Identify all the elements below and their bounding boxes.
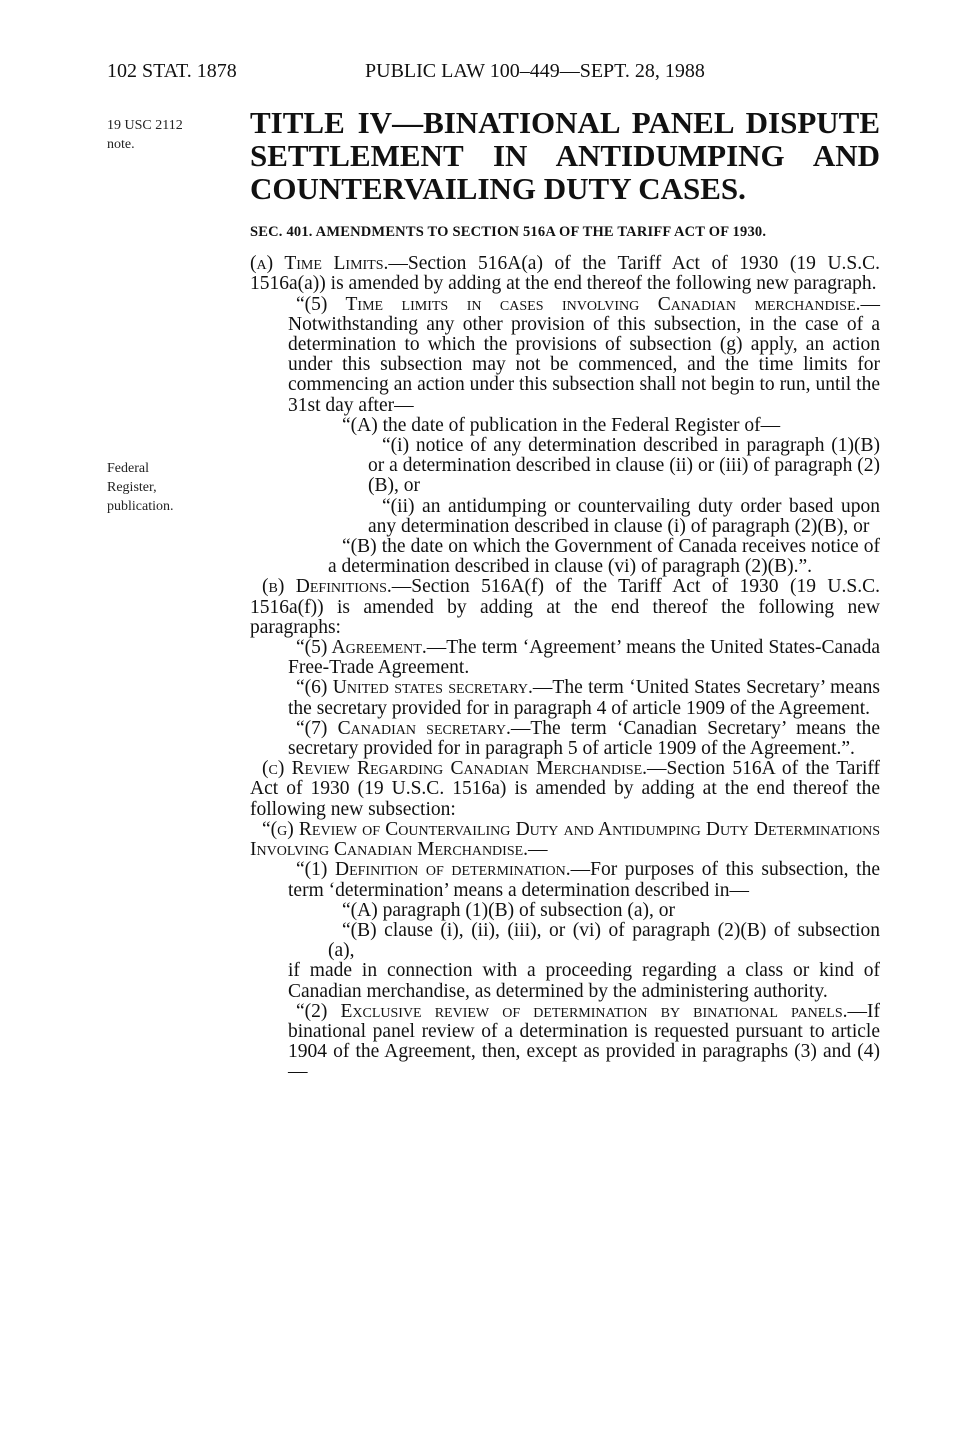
item-a-ii: “(ii) an antidumping or countervailing duty order based upon any determination described in clause (i) of paragraph (2)(B), or bbox=[368, 495, 880, 537]
paragraph-heading: (b) Definitions. bbox=[262, 576, 392, 598]
paragraph-text: —If binational panel review of a determination is requested pursuant to article 1904 of the Agreement, then, except as provided in paragraphs (3) and (4)— bbox=[288, 1000, 880, 1083]
paragraph-heading: “(5) Time limits in cases involving Canadian merchandise. bbox=[296, 293, 861, 315]
subsection-g-heading: “(g) Review of Countervailing Duty and Antidumping Duty Determinations Involving Canadian Merchandise.— bbox=[250, 818, 880, 861]
definition-7 bbox=[250, 719, 880, 759]
definition-6 bbox=[250, 678, 880, 718]
page-header bbox=[107, 60, 705, 83]
margin-note-usc bbox=[107, 116, 183, 154]
item-g1-a: “(A) paragraph (1)(B) of subsection (a), or bbox=[342, 899, 675, 921]
title-line: COUNTERVAILING DUTY CASES. bbox=[250, 171, 746, 206]
paragraph-heading: “(2) Exclusive review of determination by binational panels. bbox=[296, 1000, 848, 1022]
definition-heading: “(5) Agreement. bbox=[296, 637, 427, 659]
paragraph-c bbox=[250, 759, 880, 820]
paragraph-text: —Section 516A(a) of the Tariff Act of 1930 (19 U.S.C. 1516a(a)) is amended by adding at the end thereof the following new paragraph. bbox=[250, 253, 881, 295]
definition-5 bbox=[250, 638, 880, 678]
public-law-reference: PUBLIC LAW 100–449—SEPT. 28, 1988 bbox=[365, 60, 705, 82]
document-body bbox=[250, 222, 880, 1083]
definition-text: —The term ‘United States Secretary’ means the secretary provided for in paragraph 4 of article 1909 of the Agreement. bbox=[288, 677, 880, 719]
definition-heading: “(6) United states secretary. bbox=[296, 677, 533, 699]
margin-note-federal-register bbox=[107, 459, 174, 516]
definition-text: —The term ‘Canadian Secretary’ means the secretary provided for in paragraph 5 of article 1909 of the Agreement.”. bbox=[288, 717, 880, 760]
paragraph-text: —Notwithstanding any other provision of this subsection, in the case of a determination to which the provisions of subsection (g) apply, an action under this subsection may not be commenced, and the time limits for commencing an action under this subsection shall not begin to run, until the 31st day after— bbox=[288, 293, 880, 416]
paragraph-b bbox=[250, 577, 880, 638]
margin-note-line: publication. bbox=[107, 499, 174, 514]
margin-note-line: Federal bbox=[107, 461, 149, 476]
margin-note-line: 19 USC 2112 bbox=[107, 118, 183, 133]
margin-note-line: note. bbox=[107, 137, 135, 152]
paragraph-a5 bbox=[250, 295, 880, 416]
item-a: “(A) the date of publication in the Federal Register of— bbox=[342, 414, 781, 436]
item-a-i: “(i) notice of any determination described in paragraph (1)(B) or a determination described in clause (ii) or (iii) of paragraph (2)(B), or bbox=[368, 435, 880, 497]
title-line: SETTLEMENT IN ANTIDUMPING AND bbox=[250, 138, 880, 173]
paragraph-heading: (a) Time Limits. bbox=[250, 253, 389, 275]
definition-text: —The term ‘Agreement’ means the United States-Canada Free-Trade Agreement. bbox=[288, 637, 880, 679]
margin-note-line: Register, bbox=[107, 480, 157, 495]
paragraph-heading: (c) Review Regarding Canadian Merchandise. bbox=[262, 758, 648, 780]
paragraph-text: —Section 516A of the Tariff Act of 1930 (19 U.S.C. 1516a) is amended by adding at the end thereof the following new subsection: bbox=[250, 758, 880, 820]
paragraph-heading: “(1) Definition of determination. bbox=[296, 859, 571, 881]
section-heading: SEC. 401. AMENDMENTS TO SECTION 516A OF THE TARIFF ACT OF 1930. bbox=[250, 224, 767, 240]
paragraph-a bbox=[250, 254, 880, 294]
page-reference: 102 STAT. 1878 bbox=[107, 60, 237, 82]
title-line: TITLE IV—BINATIONAL PANEL DISPUTE bbox=[250, 105, 880, 140]
paragraph-g1-tail: if made in connection with a proceeding regarding a class or kind of Canadian merchandise, as determined by the administering authority. bbox=[288, 960, 880, 1002]
title-heading bbox=[250, 106, 880, 205]
paragraph-g1 bbox=[250, 860, 880, 900]
item-g1-b: “(B) clause (i), (ii), (iii), or (vi) of paragraph (2)(B) of subsection (a), bbox=[328, 919, 880, 962]
definition-heading: “(7) Canadian secretary. bbox=[296, 717, 511, 739]
paragraph-text: —For purposes of this subsection, the term ‘determination’ means a determination described in— bbox=[288, 859, 880, 901]
item-b: “(B) the date on which the Government of Canada receives notice of a determination described in clause (vi) of paragraph (2)(B).”. bbox=[328, 536, 880, 578]
paragraph-g2 bbox=[250, 1002, 880, 1083]
paragraph-text: —Section 516A(f) of the Tariff Act of 1930 (19 U.S.C. 1516a(f)) is amended by adding at the end thereof the following new paragraphs: bbox=[250, 576, 880, 638]
